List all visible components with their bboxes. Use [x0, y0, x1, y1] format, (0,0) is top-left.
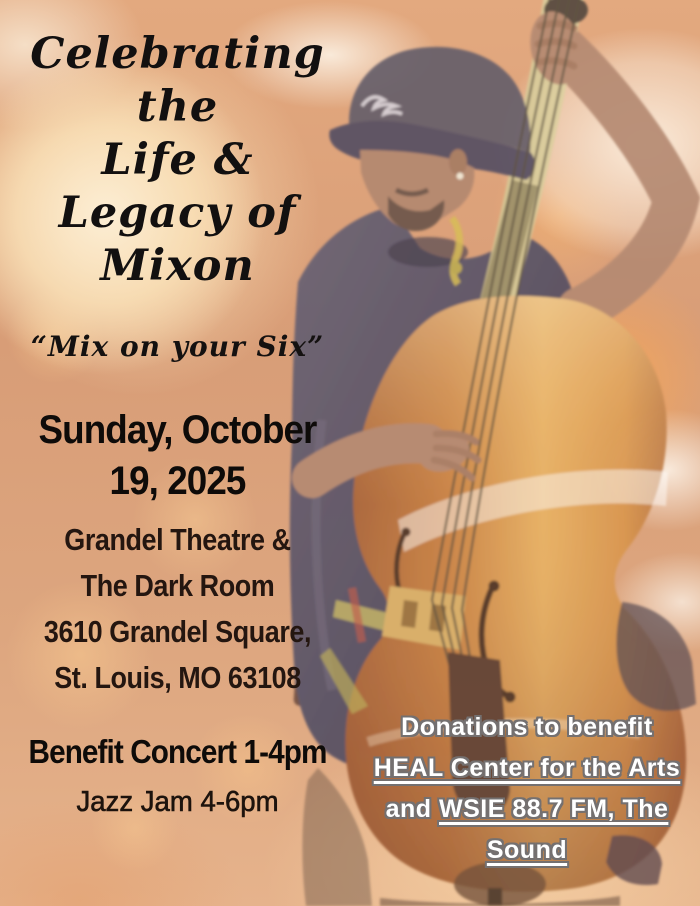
- venue-line: The Dark Room: [80, 568, 275, 603]
- donation-text: and: [385, 795, 440, 823]
- wsie-link-text: WSIE 88.7 FM, The: [439, 795, 669, 823]
- venue-address: [32, 517, 323, 701]
- date-line: 19, 2025: [109, 459, 246, 503]
- donation-note: [358, 707, 696, 871]
- title-line: the: [136, 82, 219, 132]
- earring: [457, 173, 464, 180]
- donation-text: Donations to benefit: [401, 713, 653, 741]
- title-line: Legacy of: [58, 188, 297, 238]
- donation-line: [358, 748, 696, 789]
- benefit-concert-time: Benefit Concert 1-4pm: [28, 733, 327, 770]
- tagline: “Mix on your Six”: [30, 330, 325, 363]
- date-line: Sunday, October: [38, 408, 317, 452]
- donation-line: [358, 707, 696, 748]
- ear: [449, 149, 467, 175]
- title-line: Life &: [101, 135, 254, 185]
- title-line: Mixon: [100, 241, 255, 291]
- donation-line: [358, 789, 696, 830]
- title-line: Celebrating: [30, 29, 325, 79]
- bass-endpin: [488, 888, 502, 906]
- venue-line: Grandel Theatre &: [64, 522, 291, 557]
- venue-line: St. Louis, MO 63108: [54, 660, 301, 695]
- heal-center-link-text: HEAL Center for the Arts: [373, 754, 681, 782]
- musician-right-arm: [556, 42, 676, 310]
- venue-line: 3610 Grandel Square,: [43, 614, 312, 649]
- event-date: [23, 405, 331, 507]
- poster-title: [10, 28, 345, 293]
- wsie-link-text: Sound: [486, 836, 568, 864]
- jazz-jam-time: Jazz Jam 4-6pm: [76, 786, 279, 818]
- donation-line: [358, 830, 696, 871]
